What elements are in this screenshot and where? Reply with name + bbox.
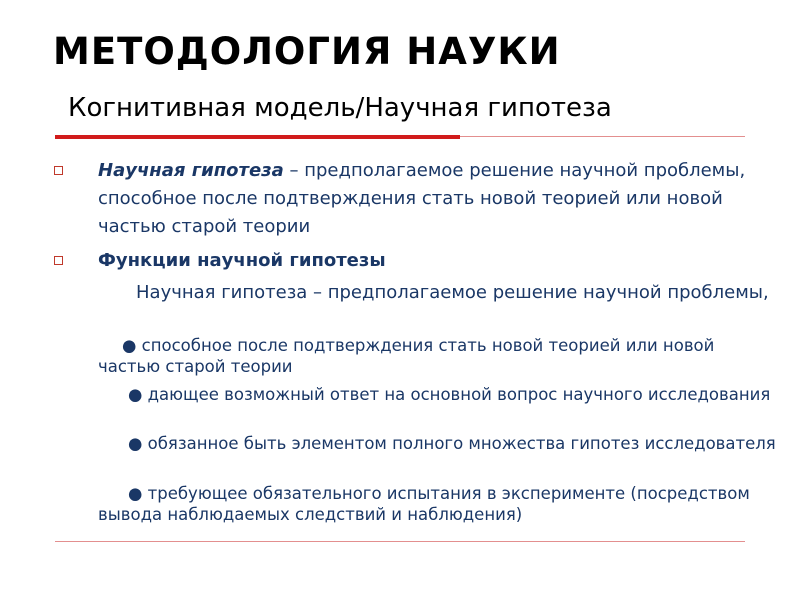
bullet-definition [98, 157, 778, 241]
functions-heading: Функции научной гипотезы [98, 250, 386, 271]
bottom-divider [55, 541, 745, 542]
slide-title: МЕТОДОЛОГИЯ НАУКИ [53, 30, 561, 73]
definition-term: Научная гипотеза [98, 160, 284, 181]
hollow-square-icon [54, 166, 63, 175]
bullet-functions-heading [98, 247, 778, 275]
function-item: ● способное после подтверждения стать новой теорией или новой частью старой теории [98, 336, 715, 376]
function-item: ● дающее возможный ответ на основной вопрос научного исследования [128, 385, 771, 404]
functions-intro: Научная гипотеза – предполагаемое решение научной проблемы, [136, 282, 769, 303]
slide-subtitle: Когнитивная модель/Научная гипотеза [68, 93, 612, 123]
definition-text: – предполагаемое решение научной проблемы, способное после подтверждения стать новой теорией или новой частью старой теории [98, 160, 746, 237]
function-item: ● требующее обязательного испытания в эксперименте (посредством вывода наблюдаемых следствий и наблюдения) [98, 484, 750, 524]
hollow-square-icon [54, 256, 63, 265]
function-item: ● обязанное быть элементом полного множества гипотез исследователя [128, 434, 776, 453]
